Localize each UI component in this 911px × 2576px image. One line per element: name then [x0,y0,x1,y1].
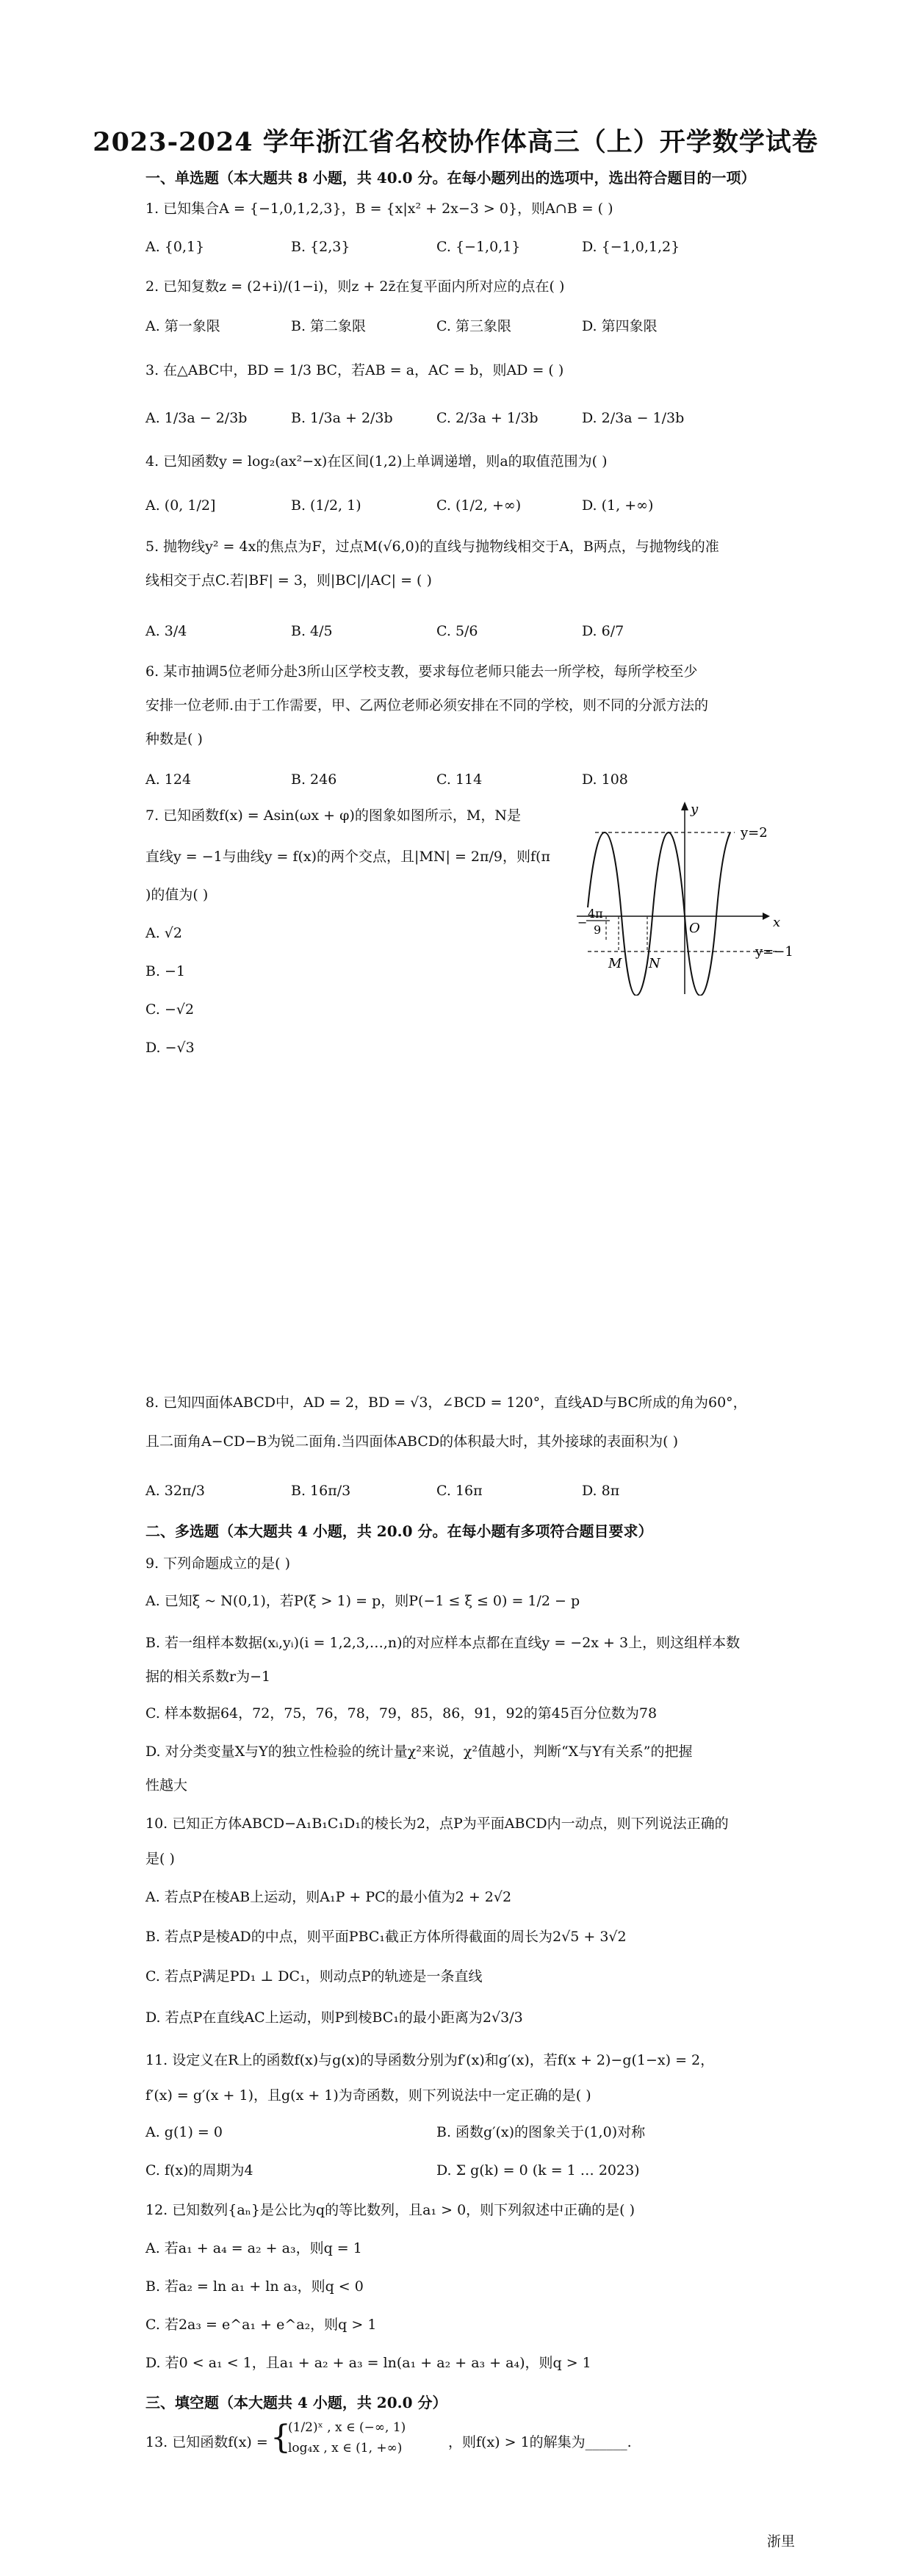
q9-option-d-line1: D. 对分类变量X与Y的独立性检验的统计量χ²来说，χ²值越小，判断“X与Y有关系”的把握 [145,1744,693,1760]
q4-option-c: C. (1/2, +∞) [436,497,522,514]
q6-stem-line2: 安排一位老师.由于工作需要，甲、乙两位老师必须安排在不同的学校，则不同的分派方法的 [145,697,709,713]
q13-case-1: (1/2)ˣ , x ∈ (−∞, 1) [288,2420,406,2435]
q11-stem-line1: 11. 设定义在R上的函数f(x)与g(x)的导函数分别为f′(x)和g′(x)，若f(x + 2)−g(1−x) = 2， [145,2052,715,2068]
q11-option-b: B. 函数g′(x)的图象关于(1,0)对称 [436,2124,646,2140]
q2-option-d: D. 第四象限 [582,318,658,334]
page-title: 2023-2024 学年浙江省名校协作体高三（上）开学数学试卷 [93,127,818,157]
q11-stem-line2: f′(x) = g′(x + 1)，且g(x + 1)为奇函数，则下列说法中一定正确的是( ) [145,2087,591,2104]
q10-stem-line2: 是( ) [145,1851,175,1867]
q5-option-d: D. 6/7 [582,623,624,639]
q5-stem-line1: 5. 抛物线y² = 4x的焦点为F，过点M(√6,0)的直线与抛物线相交于A，B两点，与抛物线的准 [145,539,719,555]
q5-option-c: C. 5/6 [436,623,478,639]
q5-option-a: A. 3/4 [145,623,187,639]
q11-option-c: C. f(x)的周期为4 [145,2162,253,2179]
q4-option-b: B. (1/2, 1) [291,497,361,514]
q9-option-d-line2: 性越大 [145,1777,188,1794]
q7-label-y: y [691,802,699,817]
q10-option-b: B. 若点P是棱AD的中点，则平面PBC₁截正方体所得截面的周长为2√5 + 3√2 [145,1929,627,1945]
q8-stem-line1: 8. 已知四面体ABCD中，AD = 2，BD = √3，∠BCD = 120°，直线AD与BC所成的角为60°， [145,1395,747,1411]
q5-stem-line2: 线相交于点C.若|BF| = 3，则|BC|/|AC| = ( ) [145,572,432,589]
q7-label-n: N [649,956,660,971]
q1-option-b: B. {2,3} [291,239,350,255]
q8-option-b: B. 16π/3 [291,1483,351,1499]
page-footer: 浙里 [767,2533,796,2550]
q7-label-x: x [773,915,781,930]
q3-stem: 3. 在△ABC中，BD = 1/3 BC，若AB = a，AC = b，则AD = ( ) [145,362,564,378]
q3-option-b: B. 1/3a + 2/3b [291,410,393,426]
q6-stem-line3: 种数是( ) [145,731,203,747]
q8-option-d: D. 8π [582,1483,620,1499]
q2-stem: 2. 已知复数z = (2+i)/(1−i)，则z + 2z̄在复平面内所对应的点在( ) [145,278,565,295]
q6-option-c: C. 114 [436,771,483,788]
q7-option-d: D. −√3 [145,1040,195,1056]
q10-option-a: A. 若点P在棱AB上运动，则A₁P + PC的最小值为2 + 2√2 [145,1889,512,1905]
q7-sine-graph [566,797,808,996]
q13-stem-prefix: 13. 已知函数f(x) = [145,2434,268,2450]
q7-x-axis-arrow [763,913,770,920]
section-multiple-choice: 二、多选题（本大题共 4 小题，共 20.0 分。在每小题有多项符合题目要求） [145,1522,653,1540]
q7-label-4pi: 4π [588,907,603,921]
q7-stem-line1: 7. 已知函数f(x) = Asin(ωx + φ)的图象如图所示，M，N是 [145,807,521,824]
q1-option-d: D. {−1,0,1,2} [582,239,680,255]
q6-stem-line1: 6. 某市抽调5位老师分赴3所山区学校支教，要求每位老师只能去一所学校，每所学校至少 [145,663,698,680]
q12-option-d: D. 若0 < a₁ < 1，且a₁ + a₂ + a₃ = ln(a₁ + a₂ + a₃ + a₄)，则q > 1 [145,2355,591,2371]
q3-option-c: C. 2/3a + 1/3b [436,410,539,426]
q6-option-a: A. 124 [145,771,192,788]
q1-option-a: A. {0,1} [145,239,205,255]
q7-option-a: A. √2 [145,925,182,941]
q12-stem: 12. 已知数列{aₙ}是公比为q的等比数列，且a₁ > 0，则下列叙述中正确的是( ) [145,2202,635,2218]
q13-case-2: log₄x , x ∈ (1, +∞) [288,2441,403,2456]
q10-option-c: C. 若点P满足PD₁ ⊥ DC₁，则动点P的轨迹是一条直线 [145,1968,483,1985]
q4-option-a: A. (0, 1/2] [145,497,216,514]
q2-option-c: C. 第三象限 [436,318,511,334]
q13-brace: { [270,2419,291,2456]
q6-option-b: B. 246 [291,771,337,788]
q4-option-d: D. (1, +∞) [582,497,654,514]
q7-y-axis-arrow [681,802,688,810]
q9-option-b-line2: 据的相关系数r为−1 [145,1669,271,1685]
q7-option-b: B. −1 [145,963,186,979]
q7-label-y2: y=2 [741,825,768,841]
q2-option-b: B. 第二象限 [291,318,367,334]
q5-option-b: B. 4/5 [291,623,333,639]
q9-stem: 9. 下列命题成立的是( ) [145,1555,291,1572]
q6-option-d: D. 108 [582,771,628,788]
q7-label-9: 9 [594,923,602,937]
q10-option-d: D. 若点P在直线AC上运动，则P到棱BC₁的最小距离为2√3/3 [145,2010,523,2026]
q8-option-c: C. 16π [436,1483,483,1499]
q7-stem-line2: 直线y = −1与曲线y = f(x)的两个交点，且|MN| = 2π/9，则f(π [145,849,550,865]
q11-option-d: D. Σ g(k) = 0 (k = 1 … 2023) [436,2162,640,2179]
q12-option-b: B. 若a₂ = ln a₁ + ln a₃，则q < 0 [145,2278,364,2295]
q12-option-c: C. 若2a₃ = e^a₁ + e^a₂，则q > 1 [145,2317,377,2333]
q1-option-c: C. {−1,0,1} [436,239,521,255]
q7-stem-line3: )的值为( ) [145,887,209,903]
q8-option-a: A. 32π/3 [145,1483,205,1499]
q3-option-d: D. 2/3a − 1/3b [582,410,685,426]
section-single-choice: 一、单选题（本大题共 8 小题，共 40.0 分。在每小题列出的选项中，选出符合题目的一项） [145,169,756,187]
q10-stem-line1: 10. 已知正方体ABCD−A₁B₁C₁D₁的棱长为2，点P为平面ABCD内一动点，则下列说法正确的 [145,1816,729,1832]
q7-label-neg: − [577,915,588,929]
q1-stem: 1. 已知集合A = {−1,0,1,2,3}，B = {x|x² + 2x−3 > 0}，则A∩B = ( ) [145,201,613,217]
q11-option-a: A. g(1) = 0 [145,2124,223,2140]
q8-stem-line2: 且二面角A−CD−B为锐二面角.当四面体ABCD的体积最大时，其外接球的表面积为( ) [145,1433,679,1450]
q7-label-ym1: y=−1 [755,944,793,960]
q13-stem-suffix: ，则f(x) > 1的解集为______. [448,2434,632,2450]
section-fill-in: 三、填空题（本大题共 4 小题，共 20.0 分） [145,2394,447,2411]
q3-option-a: A. 1/3a − 2/3b [145,410,248,426]
q9-option-a: A. 已知ξ ~ N(0,1)，若P(ξ > 1) = p，则P(−1 ≤ ξ ≤ 0) = 1/2 − p [145,1593,580,1609]
q12-option-a: A. 若a₁ + a₄ = a₂ + a₃，则q = 1 [145,2240,362,2256]
q4-stem: 4. 已知函数y = log₂(ax²−x)在区间(1,2)上单调递增，则a的取值范围为( ) [145,453,608,469]
q7-option-c: C. −√2 [145,1001,195,1018]
q2-option-a: A. 第一象限 [145,318,220,334]
q9-option-b-line1: B. 若一组样本数据(xᵢ,yᵢ)(i = 1,2,3,…,n)的对应样本点都在直线y = −2x + 3上，则这组样本数 [145,1635,741,1651]
q7-label-m: M [608,956,622,971]
q7-label-origin: O [689,921,700,936]
q9-option-c: C. 样本数据64，72，75，76，78，79，85，86，91，92的第45百分位数为78 [145,1705,658,1721]
